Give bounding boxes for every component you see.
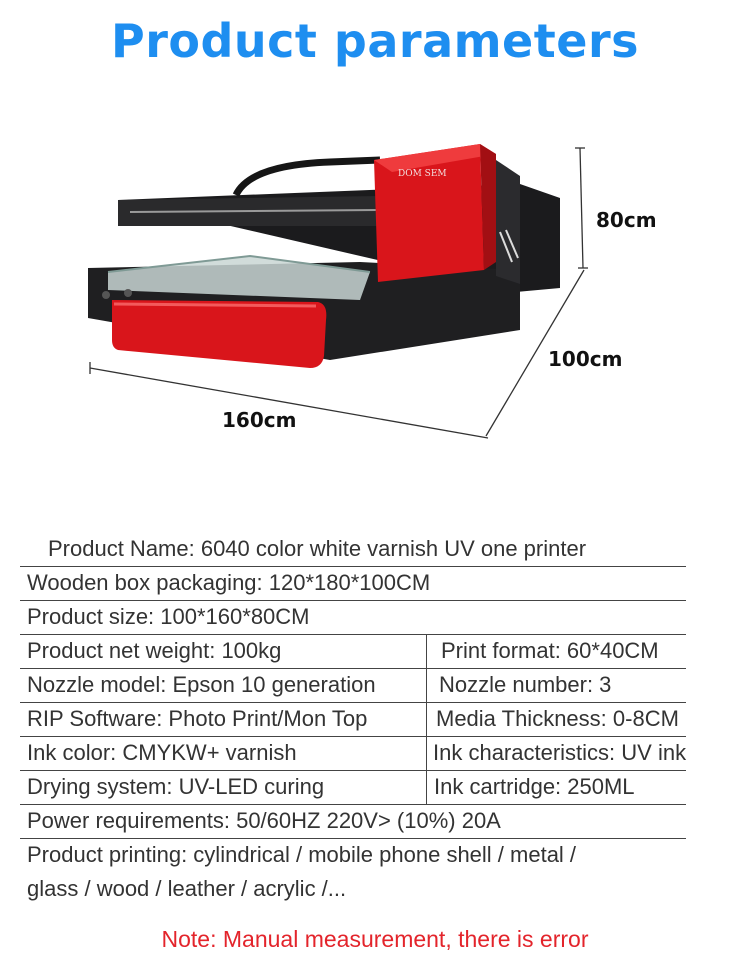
spec-printing-line2: glass / wood / leather / acrylic /... [27, 876, 347, 901]
depth-dimension: 100cm [548, 347, 623, 371]
height-dimension: 80cm [596, 208, 657, 232]
spec-print-format: Print format: 60*40CM [441, 638, 659, 663]
spec-packaging: Wooden box packaging: 120*180*100CM [27, 570, 431, 595]
spec-row-product-name [20, 532, 686, 567]
spec-nozzle-number: Nozzle number: 3 [439, 672, 612, 697]
cable-chain [236, 160, 380, 195]
spec-row-drying-cartridge [20, 770, 686, 805]
spec-drying-system: Drying system: UV-LED curing [27, 774, 325, 799]
spec-printing-line1: Product printing: cylindrical / mobile phone shell / metal / [27, 842, 577, 867]
spec-row-power [20, 804, 686, 839]
spec-ink-characteristics: Ink characteristics: UV ink [433, 740, 687, 765]
spec-row-packaging [20, 566, 686, 601]
spec-ink-cartridge: Ink cartridge: 250ML [434, 774, 635, 799]
spec-row-nozzle [20, 668, 686, 703]
column-divider [426, 736, 427, 770]
spec-media-thickness: Media Thickness: 0-8CM [436, 706, 679, 731]
spec-row-weight-format [20, 634, 686, 669]
front-guard [112, 300, 326, 368]
spec-product-name: Product Name: 6040 color white varnish UV one printer [48, 536, 587, 561]
spec-nozzle-model: Nozzle model: Epson 10 generation [27, 672, 376, 697]
spec-power: Power requirements: 50/60HZ 220V> (10%) 20A [27, 808, 501, 833]
spec-product-size: Product size: 100*160*80CM [27, 604, 310, 629]
spec-row-product-size [20, 600, 686, 635]
width-dimension: 160cm [222, 408, 297, 432]
printer-illustration [0, 130, 750, 460]
side-column [496, 160, 520, 284]
brand-label: DOM SEM [398, 169, 447, 179]
spec-ink-color: Ink color: CMYKW+ varnish [27, 740, 297, 765]
measurement-note: Note: Manual measurement, there is error [161, 926, 589, 952]
column-divider [426, 770, 427, 804]
spec-row-rip-media [20, 702, 686, 737]
spec-row-printing-2 [20, 872, 686, 906]
spec-rip-software: RIP Software: Photo Print/Mon Top [27, 706, 368, 731]
page-title: Product parameters [110, 14, 640, 68]
column-divider [426, 702, 427, 736]
spec-row-printing-1 [20, 838, 686, 872]
spec-net-weight: Product net weight: 100kg [27, 638, 282, 663]
column-divider [426, 634, 427, 668]
spec-row-ink [20, 736, 686, 771]
column-divider [426, 668, 427, 702]
